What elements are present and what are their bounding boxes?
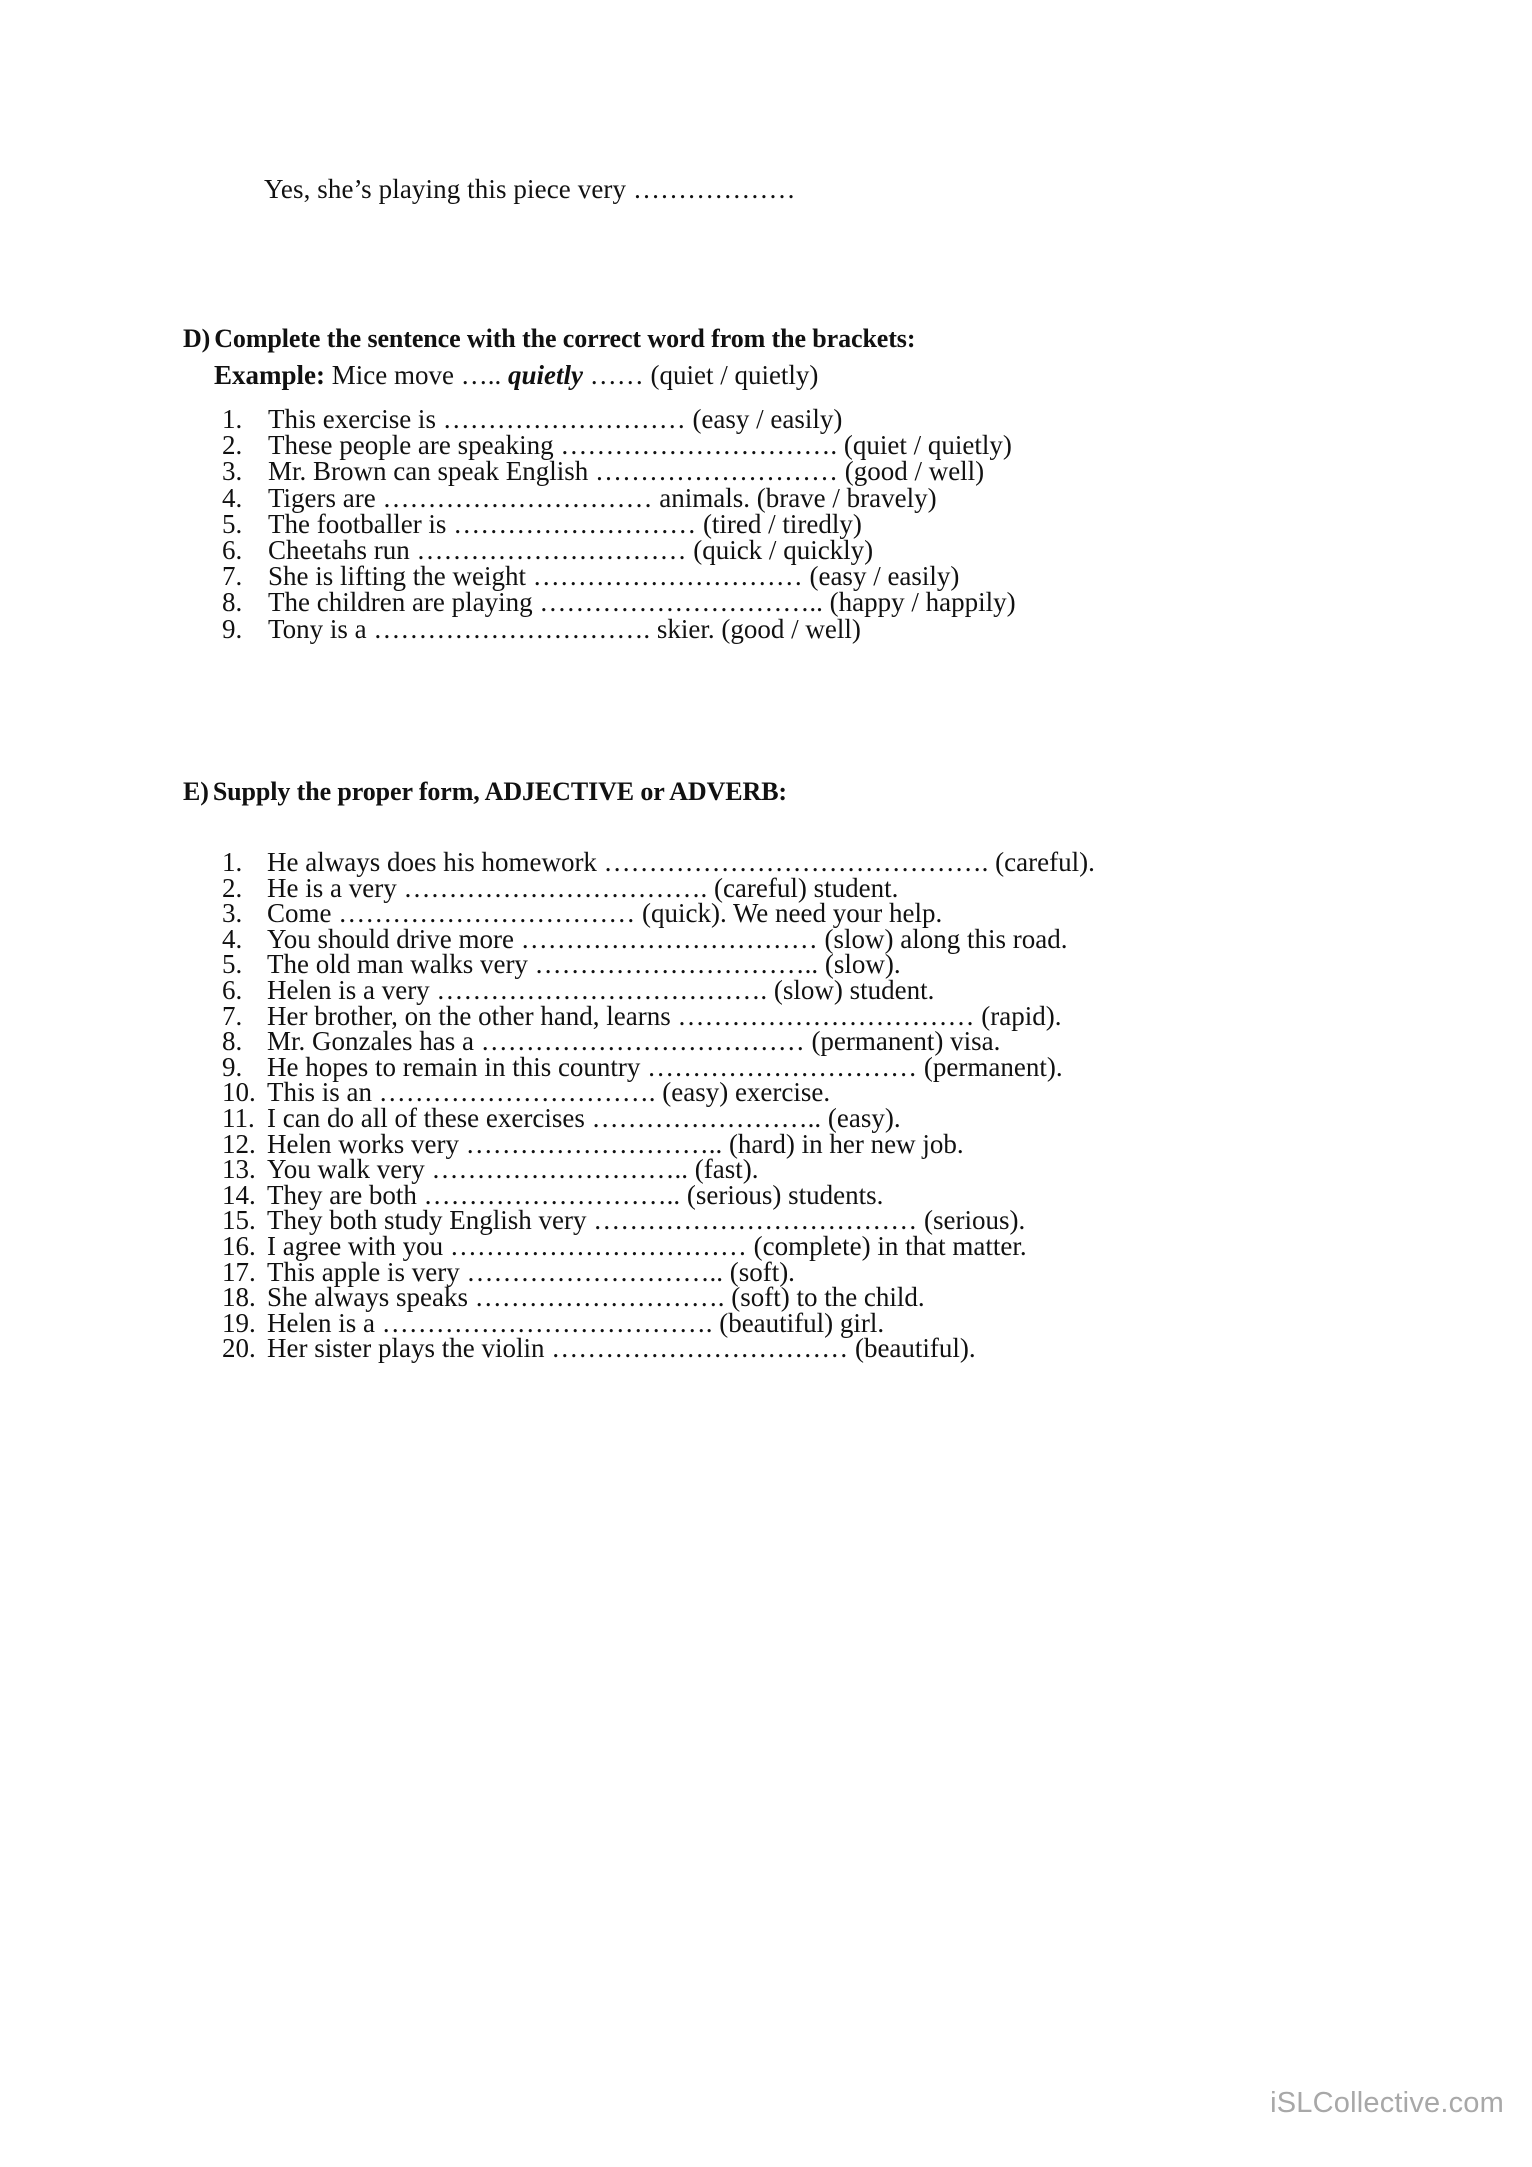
question-text: He always does his homework ……………………………………. (careful). (267, 847, 1095, 877)
question-text: This is an …………………………. (easy) exercise. (267, 1077, 831, 1108)
example-label: Example: (214, 360, 325, 390)
question-number: 16. (222, 1230, 256, 1261)
question-item (222, 1230, 1095, 1261)
question-number: 4. (222, 482, 243, 513)
question-item (222, 974, 1095, 1005)
question-number: 14. (222, 1179, 256, 1210)
question-number: 18. (222, 1282, 256, 1313)
question-text: You should drive more …………………………… (slow) along this road. (267, 923, 1068, 954)
section-d-letter: D) (183, 324, 211, 353)
question-text: The children are playing ………………………….. (happy / happily) (268, 587, 1016, 618)
question-item (222, 456, 1016, 487)
question-text: Cheetahs run ………………………… (quick / quickly) (268, 535, 874, 566)
question-text: Mr. Gonzales has a ……………………………… (permanent) visa. (267, 1026, 1001, 1057)
section-e-letter: E) (183, 777, 209, 806)
question-text: Mr. Brown can speak English ……………………… (good / well) (268, 456, 985, 487)
question-number: 7. (222, 1000, 243, 1031)
question-item (222, 1102, 1095, 1133)
question-text: Helen works very ……………………….. (hard) in her new job. (267, 1128, 964, 1159)
question-number: 9. (222, 1051, 243, 1082)
question-text: Helen is a ………………………………. (beautiful) girl. (267, 1307, 885, 1338)
question-number: 2. (222, 872, 243, 903)
question-number: 10. (222, 1077, 256, 1108)
question-text: Her brother, on the other hand, learns …………………………… (rapid). (267, 1000, 1062, 1031)
question-text: She always speaks ………………………. (soft) to the child. (267, 1282, 925, 1313)
question-item (222, 847, 1095, 877)
question-item (222, 406, 1016, 432)
question-text: This exercise is ……………………… (easy / easily) (268, 404, 843, 434)
question-text: The old man walks very ………………………….. (slow). (267, 949, 901, 980)
question-item (222, 1154, 1095, 1185)
example-answer: quietly (507, 360, 583, 390)
question-text: You walk very ……………………….. (fast). (267, 1154, 759, 1185)
question-text: He is a very ……………………………. (careful) student. (267, 872, 899, 903)
question-text: The footballer is ……………………… (tired / tiredly) (268, 508, 862, 539)
question-number: 17. (222, 1256, 256, 1287)
question-item (222, 613, 1016, 644)
question-number: 9. (222, 613, 243, 644)
question-item (222, 898, 1095, 929)
question-item (222, 1333, 1095, 1364)
question-item (222, 535, 1016, 566)
section-d-example (214, 358, 915, 392)
section-e-heading-text: Supply the proper form, ADJECTIVE or ADVERB: (212, 777, 787, 806)
question-text: These people are speaking …………………………. (quiet / quietly) (268, 430, 1012, 461)
question-number: 5. (222, 508, 243, 539)
question-number: 4. (222, 923, 243, 954)
question-number: 11. (222, 1102, 255, 1133)
intro-sentence: Yes, she’s playing this piece very ……………… (264, 174, 796, 204)
question-number: 3. (222, 898, 243, 929)
question-item (222, 430, 1016, 461)
question-number: 1. (222, 404, 243, 434)
section-d-question-list (222, 406, 1016, 642)
question-number: 15. (222, 1205, 256, 1236)
example-after: …… (quiet / quietly) (589, 360, 819, 390)
question-text: She is lifting the weight ………………………… (easy / easily) (268, 561, 960, 592)
question-number: 20. (222, 1333, 256, 1364)
question-number: 6. (222, 974, 243, 1005)
question-item (222, 482, 1016, 513)
section-e-question-list (222, 847, 1095, 1364)
question-text: Tony is a …………………………. skier. (good / well) (268, 613, 861, 644)
question-number: 6. (222, 535, 243, 566)
question-item (222, 1282, 1095, 1313)
question-item (222, 587, 1016, 618)
section-d (183, 322, 1016, 644)
question-number: 3. (222, 456, 243, 487)
section-d-heading (183, 322, 915, 356)
question-number: 12. (222, 1128, 256, 1159)
question-number: 5. (222, 949, 243, 980)
question-item (222, 508, 1016, 539)
section-e-heading (183, 775, 787, 809)
question-text: This apple is very ……………………….. (soft). (267, 1256, 795, 1287)
question-number: 8. (222, 1026, 243, 1057)
question-number: 19. (222, 1307, 256, 1338)
section-e (183, 775, 1095, 1364)
question-number: 13. (222, 1154, 256, 1185)
site-watermark: iSLCollective.com (1270, 2087, 1504, 2119)
question-text: They both study English very ……………………………… (serious). (267, 1205, 1026, 1236)
question-item (222, 561, 1016, 592)
question-text: They are both ……………………….. (serious) students. (267, 1179, 884, 1210)
section-d-heading-text: Complete the sentence with the correct word from the brackets: (214, 324, 916, 353)
question-text: Come …………………………… (quick). We need your help. (267, 898, 943, 929)
question-text: I can do all of these exercises …………………….. (easy). (267, 1102, 901, 1133)
question-text: Helen is a very ………………………………. (slow) student. (267, 974, 935, 1005)
question-number: 7. (222, 561, 243, 592)
question-number: 8. (222, 587, 243, 618)
question-text: I agree with you …………………………… (complete) in that matter. (267, 1230, 1027, 1261)
question-number: 1. (222, 847, 243, 877)
question-number: 2. (222, 430, 243, 461)
question-text: He hopes to remain in this country ………………………… (permanent). (267, 1051, 1063, 1082)
example-before: Mice move ….. (331, 360, 502, 390)
question-text: Tigers are ………………………… animals. (brave / bravely) (268, 482, 937, 513)
question-text: Her sister plays the violin …………………………… (beautiful). (267, 1333, 976, 1364)
question-item (222, 1026, 1095, 1057)
